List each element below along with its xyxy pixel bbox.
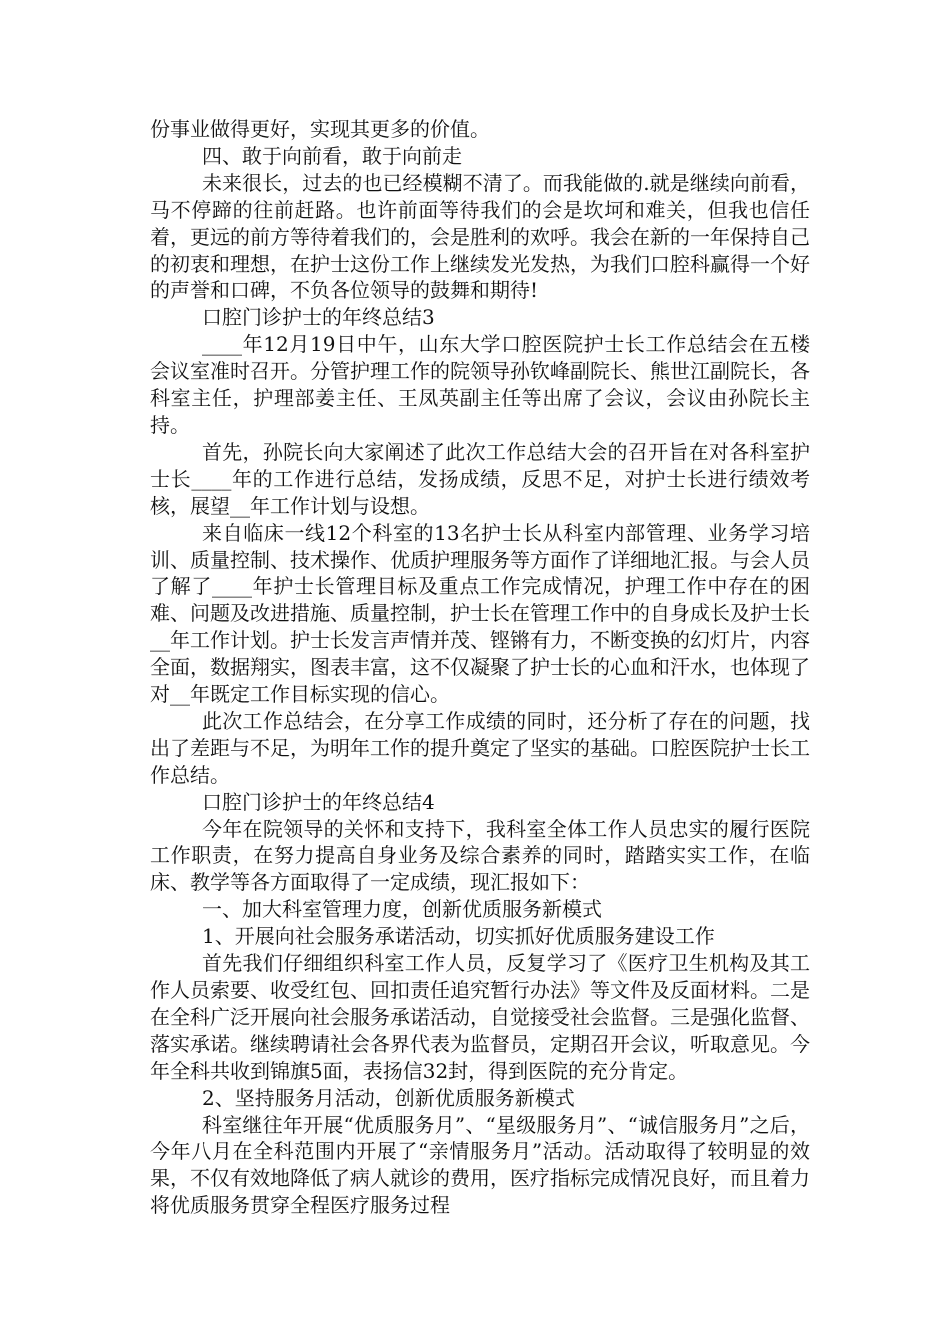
paragraph-continuation: 份事业做得更好，实现其更多的价值。 [150,117,490,141]
section-title-summary-3: 口腔门诊护士的年终总结3 [202,305,435,330]
paragraph-service-month: 科室继往年开展“优质服务月”、“星级服务月”、“诚信服务月”之后，今年八月在全科范围内开展了“亲情服务月”活动。活动取得了较明显的效果，不仅有效地降低了病人就诊的费用，医疗指标完成情况良好，而且着力将优质服务贯穿全程医疗服务过程 [150,1112,810,1218]
paragraph-service-commitment: 首先我们仔细组织科室工作人员，反复学习了《医疗卫生机构及其工作人员索要、收受红包、回扣责任追究暂行办法》等文件及反面材料。二是在全科广泛开展向社会服务承诺活动，自觉接受社会监督。三是强化监督、落实承诺。继续聘请社会各界代表为监督员，定期召开会议，听取意见。今年全科共收到锦旗5面，表扬信32封，得到医院的充分肯定。 [150,951,810,1083]
paragraph-head-nurse-reports: 来自临床一线12个科室的13名护士长从科室内部管理、业务学习培训、质量控制、技术操作、优质护理服务等方面作了详细地汇报。与会人员了解了____年护士长管理目标及重点工作完成情况，护理工作中存在的困难、问题及改进措施、质量控制，护士长在管理工作中的自身成长及护士长__年工作计划。护士长发言声情并茂、铿锵有力，不断变换的幻灯片，内容全面，数据翔实，图表丰富，这不仅凝聚了护士长的心血和汗水，也体现了对__年既定工作目标实现的信心。 [150,520,810,707]
subsection-heading-management: 一、加大科室管理力度，创新优质服务新模式 [202,897,602,922]
paragraph-summary-4-intro: 今年在院领导的关怀和支持下，我科室全体工作人员忠实的履行医院工作职责，在努力提高自身业务及综合素养的同时，踏踏实实工作，在临床、教学等各方面取得了一定成绩，现汇报如下： [150,816,810,895]
paragraph-meeting-conclusion: 此次工作总结会，在分享工作成绩的同时，还分析了存在的问题，找出了差距与不足，为明年工作的提升奠定了坚实的基础。口腔医院护士长工作总结。 [150,708,810,787]
section-heading-4: 四、敢于向前看，敢于向前走 [202,143,462,168]
document-body [150,116,810,1219]
item-heading-1: 1、开展向社会服务承诺活动，切实抓好优质服务建设工作 [202,924,715,949]
paragraph-director-speech: 首先，孙院长向大家阐述了此次工作总结大会的召开旨在对各科室护士长____年的工作进行总结，发扬成绩，反思不足，对护士长进行绩效考核，展望__年工作计划与设想。 [150,439,810,518]
item-heading-2: 2、坚持服务月活动，创新优质服务新模式 [202,1085,575,1110]
section-title-summary-4: 口腔门诊护士的年终总结4 [202,789,435,814]
paragraph-meeting-intro: ____年12月19日中午，山东大学口腔医院护士长工作总结会在五楼会议室准时召开。分管护理工作的院领导孙钦峰副院长、熊世江副院长，各科室主任，护理部姜主任、王凤英副主任等出席了会议，会议由孙院长主持。 [150,332,810,437]
paragraph-future: 未来很长，过去的也已经模糊不清了。而我能做的.就是继续向前看，马不停蹄的往前赶路。也许前面等待我们的会是坎坷和难关，但我也信任着，更远的前方等待着我们的，会是胜利的欢呼。我会在新的一年保持自己的初衷和理想，在护士这份工作上继续发光发热，为我们口腔科赢得一个好的声誉和口碑，不负各位领导的鼓舞和期待! [150,170,810,303]
